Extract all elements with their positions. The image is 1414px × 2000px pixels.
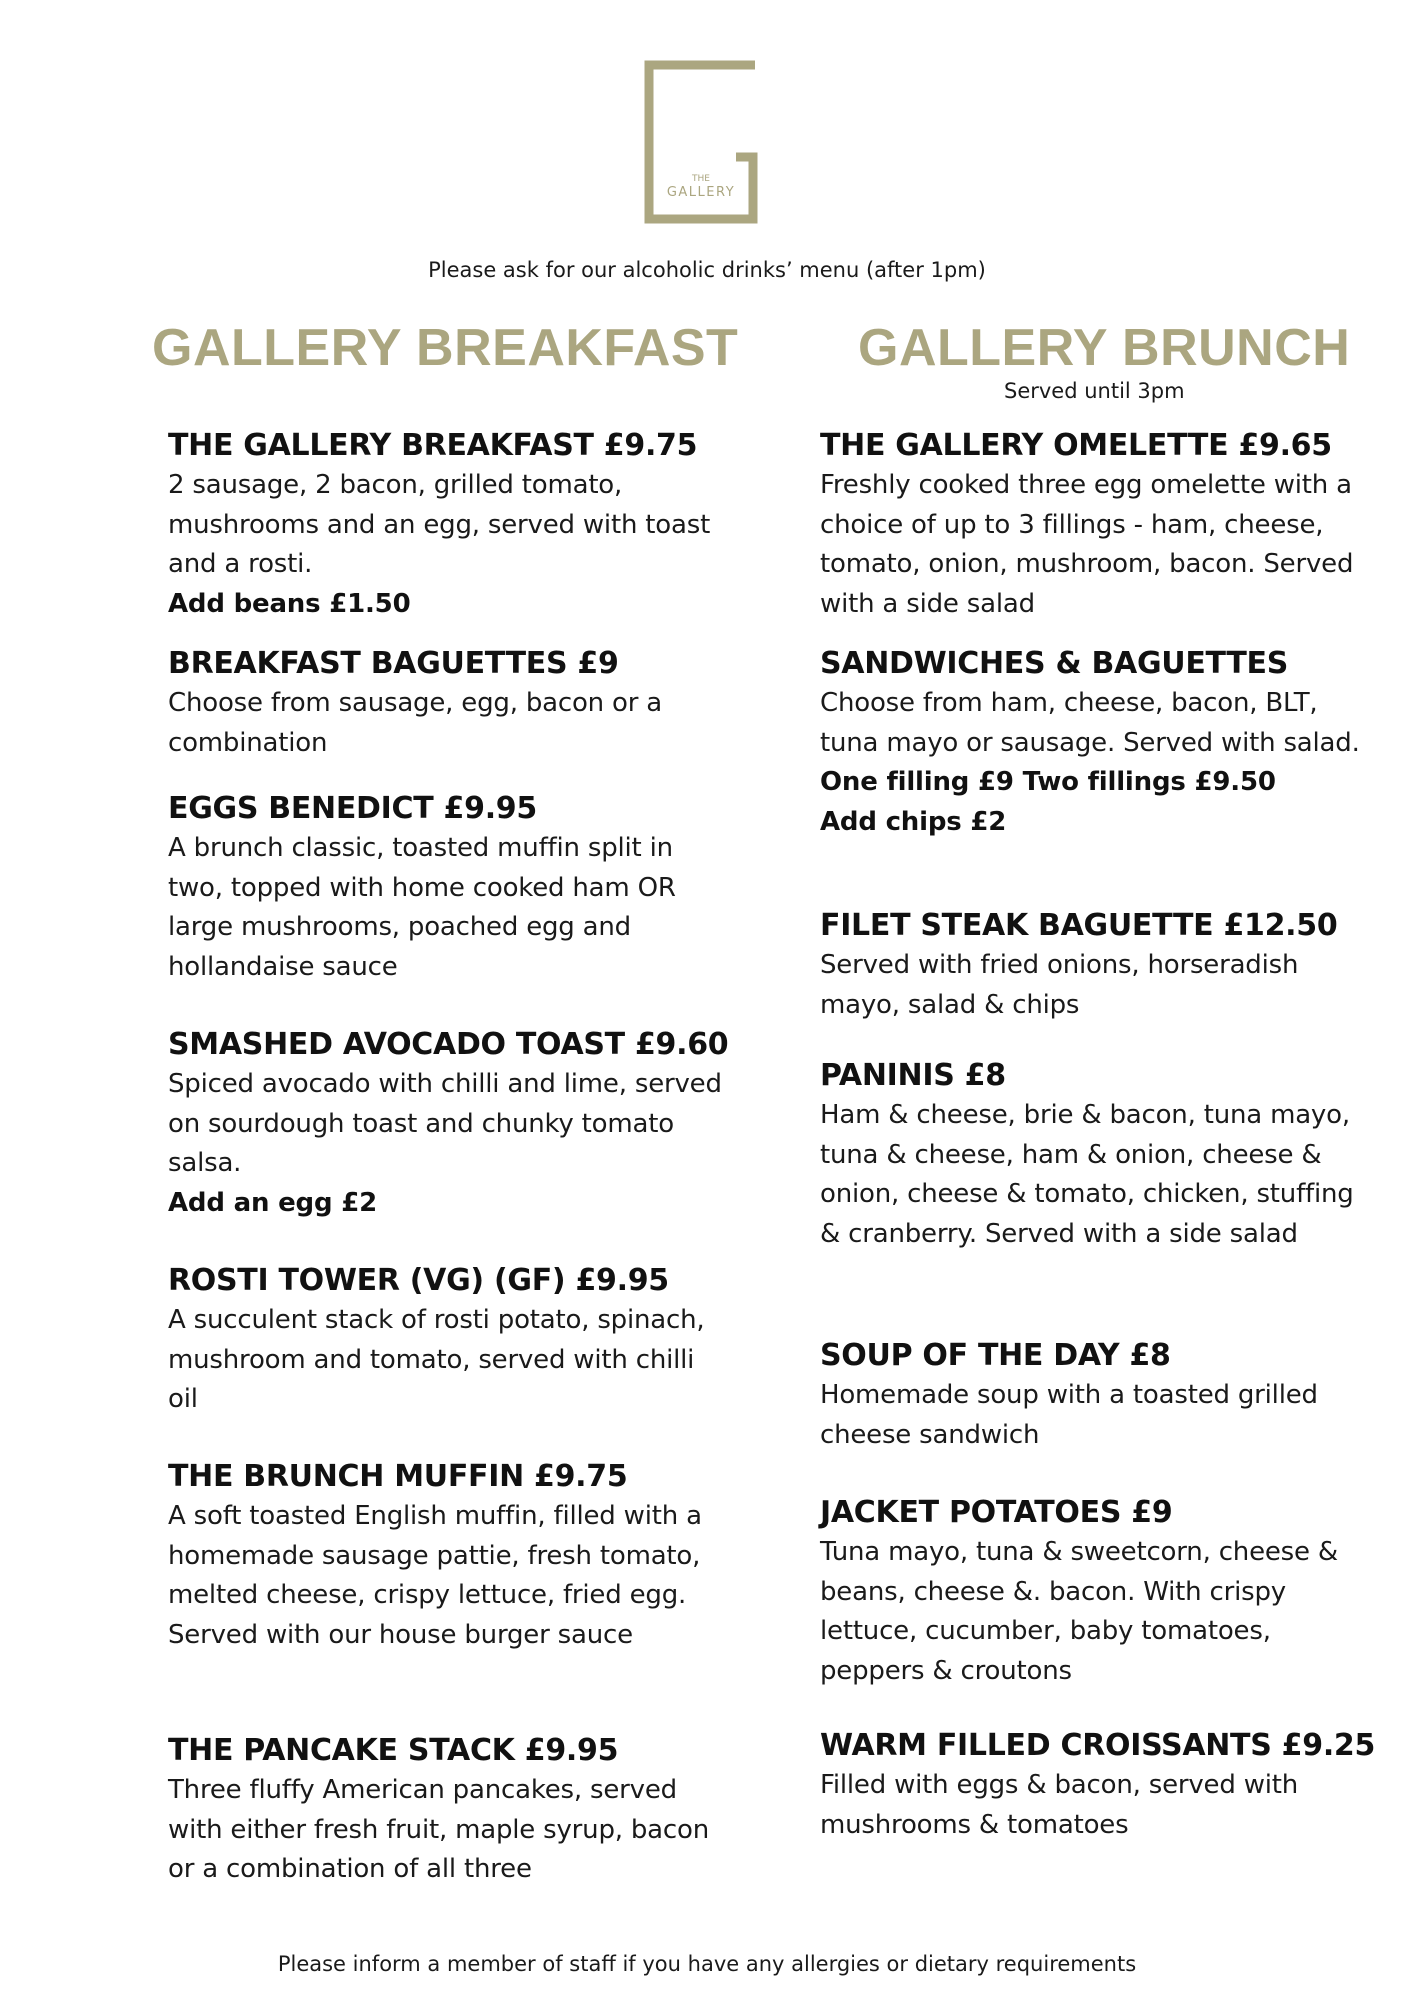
item-title: PANINIS £8 (820, 1058, 1006, 1093)
menu-item (168, 1025, 728, 1223)
menu-item (820, 426, 1360, 624)
brunch-title: GALLERY BRUNCH (858, 319, 1351, 377)
item-title: THE GALLERY OMELETTE £9.65 (820, 428, 1332, 463)
item-title: THE BRUNCH MUFFIN £9.75 (168, 1459, 628, 1494)
item-extra: Add an egg £2 (168, 1187, 377, 1218)
gallery-logo (644, 60, 758, 224)
menu-item (820, 1056, 1360, 1254)
item-title: ROSTI TOWER (VG) (GF) £9.95 (168, 1263, 669, 1298)
brunch-subtitle: Served until 3pm (1004, 379, 1185, 403)
item-description: 2 sausage, 2 bacon, grilled tomato, mushrooms and an egg, served with toast and a rosti. (168, 470, 711, 579)
item-title: THE PANCAKE STACK £9.95 (168, 1733, 619, 1768)
item-description: Ham & cheese, brie & bacon, tuna mayo, tuna & cheese, ham & onion, cheese & onion, cheese & tomato, chicken, stuffing & cranberry. Served with a side salad (820, 1100, 1354, 1249)
logo-name: GALLERY (666, 185, 736, 200)
item-title: BREAKFAST BAGUETTES £9 (168, 646, 619, 681)
item-extra: Add chips £2 (820, 806, 1007, 837)
menu-item (168, 644, 728, 763)
menu-item (168, 1731, 728, 1890)
gallery-g-logo-icon (644, 60, 758, 224)
item-description: A brunch classic, toasted muffin split in two, topped with home cooked ham OR large mushrooms, poached egg and hollandaise sauce (168, 833, 676, 982)
item-title: EGGS BENEDICT £9.95 (168, 791, 537, 826)
allergy-notice: Please inform a member of staff if you have any allergies or dietary requirements (277, 1952, 1137, 1976)
item-title: THE GALLERY BREAKFAST £9.75 (168, 428, 698, 463)
item-description: A soft toasted English muffin, filled with a homemade sausage pattie, fresh tomato, melted cheese, crispy lettuce, fried egg. Served with our house burger sauce (168, 1501, 702, 1650)
item-title: SOUP OF THE DAY £8 (820, 1338, 1171, 1373)
item-description: Filled with eggs & bacon, served with mushrooms & tomatoes (820, 1770, 1299, 1840)
item-description: Freshly cooked three egg omelette with a choice of up to 3 fillings - ham, cheese, tomato, onion, mushroom, bacon. Served with a side salad (820, 470, 1354, 619)
menu-item (168, 789, 728, 987)
menu-item (820, 644, 1360, 842)
logo-small-text: THE (692, 174, 710, 184)
item-description: Three fluffy American pancakes, served with either fresh fruit, maple syrup, bacon or a combination of all three (168, 1775, 709, 1884)
item-description: Choose from ham, cheese, bacon, BLT, tuna mayo or sausage. Served with salad. (820, 688, 1360, 758)
item-title: JACKET POTATOES £9 (820, 1495, 1173, 1530)
item-description: Tuna mayo, tuna & sweetcorn, cheese & beans, cheese &. bacon. With crispy lettuce, cucumber, baby tomatoes, peppers & croutons (820, 1537, 1338, 1686)
breakfast-title: GALLERY BREAKFAST (152, 319, 739, 377)
item-title: WARM FILLED CROISSANTS £9.25 (820, 1728, 1376, 1763)
menu-item (820, 1493, 1360, 1691)
item-description: A succulent stack of rosti potato, spinach, mushroom and tomato, served with chilli oil (168, 1305, 705, 1414)
menu-item (820, 1726, 1376, 1845)
drinks-menu-notice: Please ask for our alcoholic drinks’ menu (after 1pm) (428, 258, 986, 282)
item-description: Choose from sausage, egg, bacon or a combination (168, 688, 662, 758)
item-title: FILET STEAK BAGUETTE £12.50 (820, 908, 1338, 943)
menu-item (168, 1457, 728, 1655)
menu-item (820, 906, 1360, 1025)
menu-item (820, 1336, 1360, 1455)
item-description: Homemade soup with a toasted grilled cheese sandwich (820, 1380, 1318, 1450)
item-extra: One filling £9 Two fillings £9.50 (820, 767, 1276, 797)
item-extra: Add beans £1.50 (168, 588, 411, 619)
menu-item (168, 1261, 728, 1420)
item-title: SANDWICHES & BAGUETTES (820, 646, 1289, 681)
item-title: SMASHED AVOCADO TOAST £9.60 (168, 1027, 729, 1062)
item-description: Served with fried onions, horseradish mayo, salad & chips (820, 950, 1299, 1020)
item-description: Spiced avocado with chilli and lime, served on sourdough toast and chunky tomato salsa. (168, 1069, 722, 1178)
menu-item (168, 426, 728, 624)
